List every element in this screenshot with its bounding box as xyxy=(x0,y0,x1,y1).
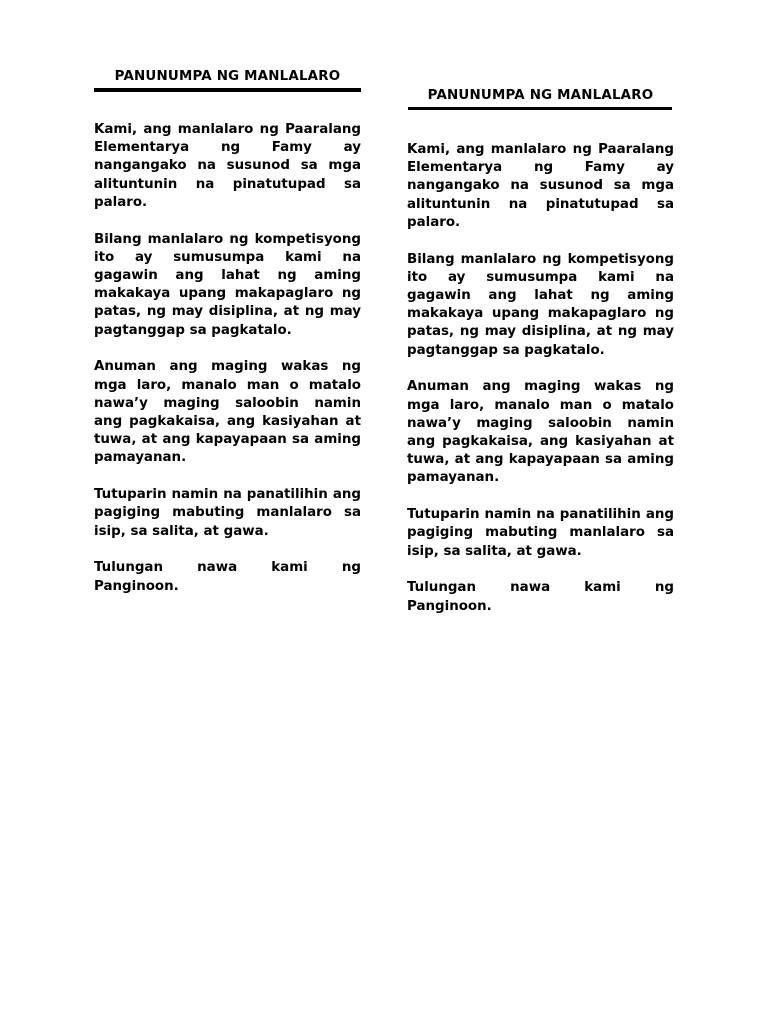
oath-body xyxy=(94,121,361,596)
oath-column-right xyxy=(407,87,674,634)
oath-paragraph: Anuman ang maging wakas ng mga laro, manalo man o matalo nawa’y maging saloobin namin ang pagkakaisa, ang kasiyahan at tuwa, at ang kapayapaan sa aming pamayanan. xyxy=(407,379,674,486)
oath-paragraph: Tutuparin namin na panatilihin ang pagiging mabuting manlalaro sa isip, sa salita, at gawa. xyxy=(407,507,674,559)
oath-paragraph: Bilang manlalaro ng kompetisyong ito ay sumusumpa kami na gagawin ang lahat ng aming makakaya upang makapaglaro ng patas, ng may disiplina, at ng may pagtanggap sa pagkatalo. xyxy=(407,251,674,358)
oath-heading: PANUNUMPA NG MANLALARO xyxy=(427,88,654,103)
oath-heading: PANUNUMPA NG MANLALARO xyxy=(114,69,341,84)
oath-paragraph: Tulungan nawa kami ng Panginoon. xyxy=(407,580,674,614)
oath-column-left xyxy=(94,68,361,614)
oath-paragraph: Tulungan nawa kami ng Panginoon. xyxy=(94,560,361,594)
oath-paragraph: Tutuparin namin na panatilihin ang pagiging mabuting manlalaro sa isip, sa salita, at gawa. xyxy=(94,487,361,539)
heading-underline xyxy=(94,88,361,92)
oath-paragraph: Kami, ang manlalaro ng Paaralang Elementarya ng Famy ay nangangako na susunod sa mga alituntunin na pinatutupad sa palaro. xyxy=(407,142,674,230)
heading-underline xyxy=(408,107,672,110)
oath-paragraph: Kami, ang manlalaro ng Paaralang Elementarya ng Famy ay nangangako na susunod sa mga alituntunin na pinatutupad sa palaro. xyxy=(94,122,361,210)
oath-paragraph: Bilang manlalaro ng kompetisyong ito ay sumusumpa kami na gagawin ang lahat ng aming makakaya upang makapaglaro ng patas, ng may disiplina, at ng may pagtanggap sa pagkatalo. xyxy=(94,231,361,338)
oath-paragraph: Anuman ang maging wakas ng mga laro, manalo man o matalo nawa’y maging saloobin namin ang pagkakaisa, ang kasiyahan at tuwa, at ang kapayapaan sa aming pamayanan. xyxy=(94,359,361,466)
oath-body xyxy=(407,141,674,616)
